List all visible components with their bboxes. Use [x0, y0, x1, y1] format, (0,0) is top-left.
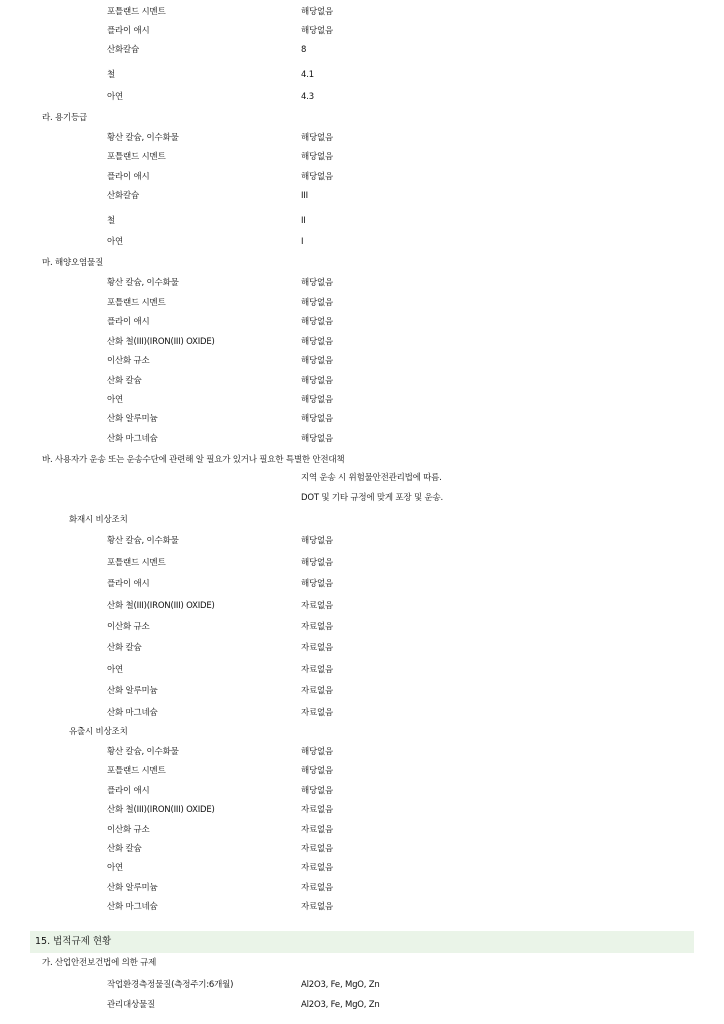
substance-value: 해당없음 [301, 395, 334, 405]
substance-value: 자료없음 [301, 643, 334, 653]
substance-value: 해당없음 [301, 579, 334, 589]
substance-value: 해당없음 [301, 26, 334, 36]
section-header-bar [30, 931, 694, 953]
substance-name: 산화칼슘 [107, 45, 140, 55]
substance-value: 자료없음 [301, 902, 334, 912]
substance-name: 이산화 규소 [107, 622, 150, 632]
substance-value: 해당없음 [301, 7, 334, 17]
substance-name: 플라이 애시 [107, 317, 150, 327]
substance-value: 해당없음 [301, 434, 334, 444]
substance-value: 해당없음 [301, 152, 334, 162]
subheading-spill-emergency: 유출시 비상조치 [69, 727, 128, 737]
substance-name: 황산 칼슘, 이수화물 [107, 133, 179, 143]
substance-name: 아연 [107, 395, 124, 405]
heading-special-precautions: 바. 사용자가 운송 또는 운송수단에 관련해 알 필요가 있거나 필요한 특별한 안전대책 [42, 455, 345, 465]
substance-value: 8 [301, 45, 307, 55]
note-text: 지역 운송 시 위험물안전관리법에 따름. [301, 473, 442, 483]
substance-value: 자료없음 [301, 805, 334, 815]
substance-name: 산화 마그네슘 [107, 708, 158, 718]
substance-value: 해당없음 [301, 786, 334, 796]
regulation-name: 작업환경측정물질(측정주기:6개월) [107, 980, 234, 990]
substance-name: 산화 알루미늄 [107, 686, 158, 696]
substance-name: 아연 [107, 92, 124, 102]
substance-value: 해당없음 [301, 356, 334, 366]
substance-value: 4.1 [301, 70, 314, 80]
section-title: 15. 법적규제 현황 [35, 936, 112, 947]
substance-name: 철 [107, 216, 116, 226]
heading-marine-pollutant: 마. 해양오염물질 [42, 258, 104, 268]
substance-name: 포틀랜드 시멘트 [107, 766, 166, 776]
substance-name: 플라이 애시 [107, 786, 150, 796]
substance-value: 자료없음 [301, 708, 334, 718]
substance-name: 포틀랜드 시멘트 [107, 7, 166, 17]
substance-name: 산화 알루미늄 [107, 883, 158, 893]
substance-value: 자료없음 [301, 601, 334, 611]
substance-name: 산화 철(III)(IRON(III) OXIDE) [107, 337, 215, 347]
substance-name: 포틀랜드 시멘트 [107, 558, 166, 568]
substance-name: 아연 [107, 237, 124, 247]
substance-name: 황산 칼슘, 이수화물 [107, 747, 179, 757]
substance-value: 해당없음 [301, 172, 334, 182]
note-text: DOT 및 기타 규정에 맞게 포장 및 운송. [301, 493, 443, 503]
substance-name: 산화 칼슘 [107, 376, 142, 386]
subheading-fire-emergency: 화재시 비상조치 [69, 515, 128, 525]
substance-value: 해당없음 [301, 317, 334, 327]
substance-name: 산화 칼슘 [107, 844, 142, 854]
substance-name: 철 [107, 70, 116, 80]
substance-value: 자료없음 [301, 665, 334, 675]
substance-name: 산화 마그네슘 [107, 434, 158, 444]
substance-value: 해당없음 [301, 337, 334, 347]
substance-value: 해당없음 [301, 558, 334, 568]
substance-value: 자료없음 [301, 622, 334, 632]
substance-value: 해당없음 [301, 278, 334, 288]
substance-value: 해당없음 [301, 133, 334, 143]
substance-name: 아연 [107, 863, 124, 873]
substance-value: 자료없음 [301, 844, 334, 854]
substance-value: 해당없음 [301, 536, 334, 546]
substance-name: 산화칼슘 [107, 191, 140, 201]
substance-value: 해당없음 [301, 298, 334, 308]
substance-value: 해당없음 [301, 766, 334, 776]
substance-value: 해당없음 [301, 376, 334, 386]
substance-name: 황산 칼슘, 이수화물 [107, 278, 179, 288]
substance-value: 자료없음 [301, 883, 334, 893]
substance-name: 아연 [107, 665, 124, 675]
substance-value: 4.3 [301, 92, 314, 102]
substance-value: 해당없음 [301, 414, 334, 424]
substance-name: 산화 칼슘 [107, 643, 142, 653]
substance-value: 자료없음 [301, 686, 334, 696]
regulation-subheading: 가. 산업안전보건법에 의한 규제 [42, 958, 157, 968]
substance-value: 자료없음 [301, 825, 334, 835]
substance-value: 해당없음 [301, 747, 334, 757]
substance-name: 포틀랜드 시멘트 [107, 152, 166, 162]
substance-name: 황산 칼슘, 이수화물 [107, 536, 179, 546]
regulation-value: Al2O3, Fe, MgO, Zn [301, 980, 380, 990]
substance-name: 플라이 애시 [107, 579, 150, 589]
substance-name: 산화 철(III)(IRON(III) OXIDE) [107, 805, 215, 815]
substance-name: 이산화 규소 [107, 825, 150, 835]
substance-value: I [301, 237, 304, 247]
substance-name: 산화 알루미늄 [107, 414, 158, 424]
substance-name: 산화 철(III)(IRON(III) OXIDE) [107, 601, 215, 611]
substance-name: 플라이 애시 [107, 172, 150, 182]
substance-name: 포틀랜드 시멘트 [107, 298, 166, 308]
substance-name: 이산화 규소 [107, 356, 150, 366]
heading-packing-group: 라. 용기등급 [42, 113, 88, 123]
regulation-name: 관리대상물질 [107, 1000, 156, 1010]
substance-value: II [301, 216, 306, 226]
substance-value: III [301, 191, 308, 201]
substance-name: 산화 마그네슘 [107, 902, 158, 912]
substance-name: 플라이 애시 [107, 26, 150, 36]
regulation-value: Al2O3, Fe, MgO, Zn [301, 1000, 380, 1010]
substance-value: 자료없음 [301, 863, 334, 873]
